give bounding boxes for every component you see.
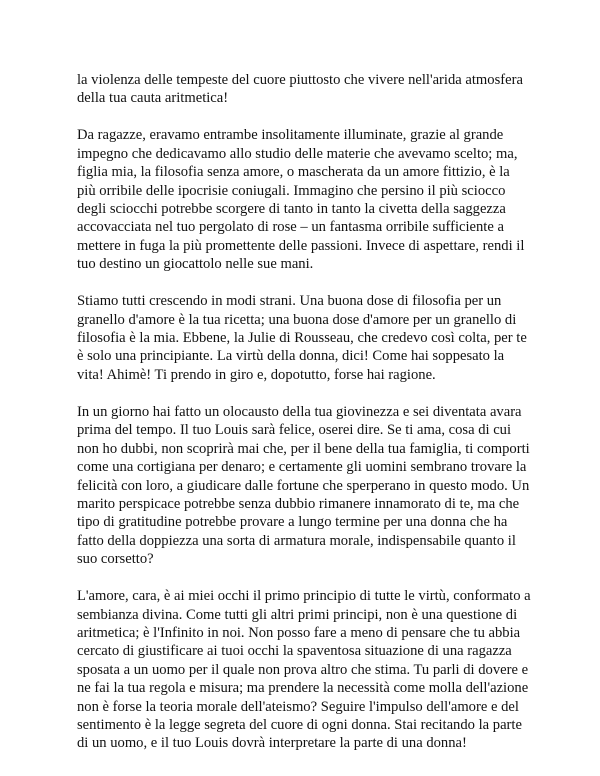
paragraph-1: la violenza delle tempeste del cuore piuttosto che vivere nell'arida atmosfera della tua cauta aritmetica!	[77, 72, 523, 107]
paragraph-3: Stiamo tutti crescendo in modi strani. Una buona dose di filosofia per un granello d'amore è la tua ricetta; una buona dose d'amore per un granello di filosofia è la mia. Ebbene, la Julie di Rousseau, che credevo così colta, per te è solo una principiante. La virtù della donna, dici! Come hai soppesato la vita! Ahimè! Ti prendo in giro e, dopotutto, forse hai ragione.	[77, 293, 527, 383]
paragraph-4: In un giorno hai fatto un olocausto della tua giovinezza e sei diventata avara prima del tempo. Il tuo Louis sarà felice, oserei dire. Se ti ama, cosa di cui non ho dubbi, non scoprirà mai che, per il bene della tua famiglia, ti comporti come una cortigiana per denaro; e certamente gli uomini sembrano trovare la felicità con loro, a giudicare dalle fortune che sperperano in questo modo. Un marito perspicace potrebbe senza dubbio rimanere innamorato di te, ma che tipo di gratitudine potrebbe provare a lungo termine per una donna che ha fatto della doppiezza una sorta di armatura morale, indispensabile quanto il suo corsetto?	[77, 403, 530, 568]
document-page	[77, 71, 532, 753]
paragraph-2: Da ragazze, eravamo entrambe insolitamente illuminate, grazie al grande impegno che dedicavamo allo studio delle materie che avevamo scelto; ma, figlia mia, la filosofia senza amore, o mascherata da un amore fittizio, è la più orribile delle ipocrisie coniugali. Immagino che persino il più sciocco degli sciocchi potrebbe scorgere di tanto in tanto la civetta della saggezza accovacciata nel tuo pergolato di rose – un fantasma orribile sufficiente a mettere in fuga la più promettente delle passioni. Invece di aspettare, rendi il tuo destino un giocattolo nelle sue mani.	[77, 127, 525, 273]
paragraph-5: L'amore, cara, è ai miei occhi il primo principio di tutte le virtù, conformato a sembianza divina. Come tutti gli altri primi principi, non è una questione di aritmetica; è l'Infinito in noi. Non posso fare a meno di pensare che tu abbia cercato di giustificare ai tuoi occhi la spaventosa situazione di una ragazza sposata a un uomo per il quale non prova altro che stima. Tu parli di dovere e ne fai la tua regola e misura; ma prendere la necessità come molla dell'azione non è forse la teoria morale dell'ateismo? Seguire l'impulso dell'amore e del sentimento è la legge segreta del cuore di ogni donna. Stai recitando la parte di un uomo, e il tuo Louis dovrà interpretare la parte di una donna!	[77, 588, 531, 752]
